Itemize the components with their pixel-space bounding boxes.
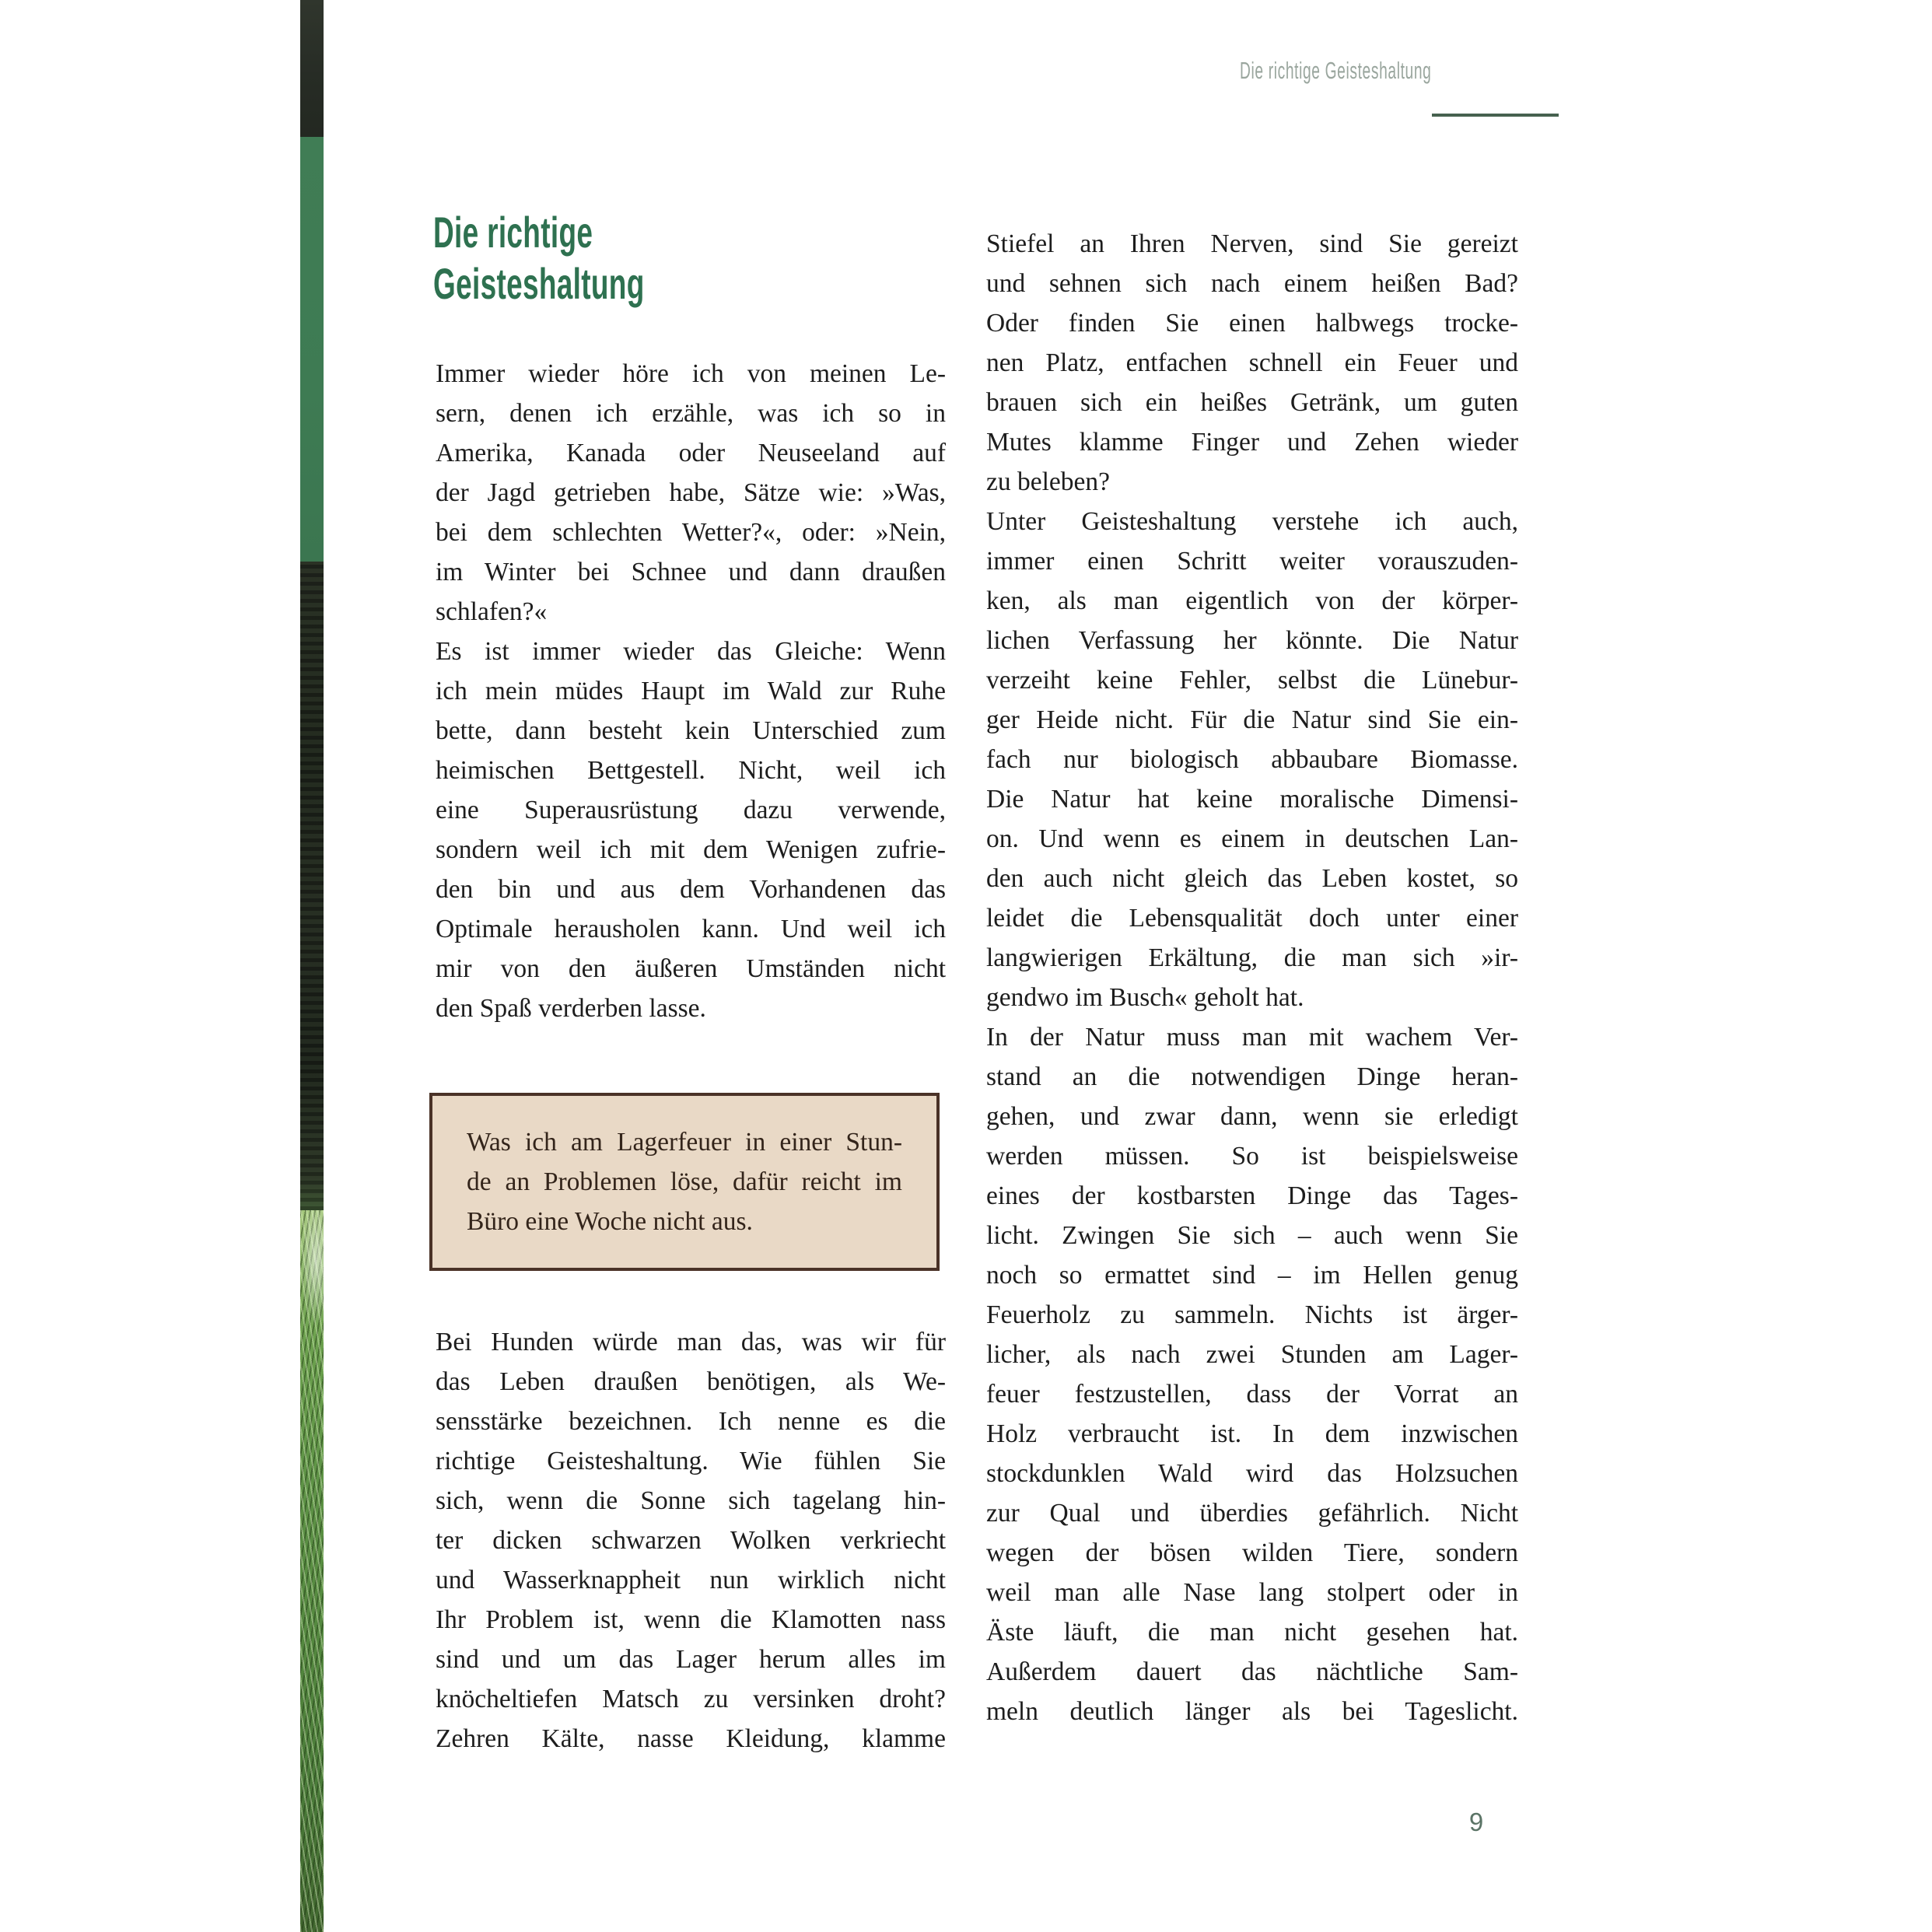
text-line: und sehnen sich nach einem heißen Bad? bbox=[986, 269, 1518, 298]
text-line: im Winter bei Schnee und dann draußen bbox=[436, 558, 946, 586]
text-line: Optimale herausholen kann. Und weil ich bbox=[436, 915, 946, 943]
text-line: langwierigen Erkältung, die man sich »ir- bbox=[986, 943, 1518, 972]
text-line: brauen sich ein heißes Getränk, um guten bbox=[986, 388, 1518, 417]
text-line: lichen Verfassung her könnte. Die Natur bbox=[986, 626, 1518, 655]
text-line: den auch nicht gleich das Leben kostet, so bbox=[986, 864, 1518, 893]
text-line: Bei Hunden würde man das, was wir für bbox=[436, 1328, 946, 1356]
text-line: und Wasserknappheit nun wirklich nicht bbox=[436, 1566, 946, 1594]
text-line: Zehren Kälte, nasse Kleidung, klamme bbox=[436, 1724, 946, 1753]
text-line: Feuerholz zu sammeln. Nichts ist ärger- bbox=[986, 1300, 1518, 1329]
running-header bbox=[1122, 58, 1431, 84]
text-line: noch so ermattet sind – im Hellen genug bbox=[986, 1261, 1518, 1290]
text-line: den Spaß verderben lasse. bbox=[436, 994, 706, 1023]
grass-photo-segment bbox=[300, 1210, 324, 1932]
text-line: werden müssen. So ist beispielsweise bbox=[986, 1142, 1518, 1171]
text-line: ter dicken schwarzen Wolken verkriecht bbox=[436, 1526, 946, 1555]
text-line: Ihr Problem ist, wenn die Klamotten nass bbox=[436, 1605, 946, 1634]
text-line: feuer festzustellen, dass der Vorrat an bbox=[986, 1380, 1518, 1409]
text-line: sich, wenn die Sonne sich tagelang hin- bbox=[436, 1486, 946, 1515]
text-line: Was ich am Lagerfeuer in einer Stun- bbox=[467, 1128, 902, 1157]
text-line: richtige Geisteshaltung. Wie fühlen Sie bbox=[436, 1447, 946, 1475]
text-line: stockdunklen Wald wird das Holzsuchen bbox=[986, 1459, 1518, 1488]
text-line: stand an die notwendigen Dinge heran- bbox=[986, 1062, 1518, 1091]
text-line: weil man alle Nase lang stolpert oder in bbox=[986, 1578, 1518, 1607]
text-line: Immer wieder höre ich von meinen Le- bbox=[436, 359, 946, 388]
text-line: den bin und aus dem Vorhandenen das bbox=[436, 875, 946, 904]
text-line: nen Platz, entfachen schnell ein Feuer und bbox=[986, 348, 1518, 377]
text-line: fach nur biologisch abbaubare Biomasse. bbox=[986, 745, 1518, 774]
paragraph bbox=[467, 1122, 902, 1241]
text-line: zu beleben? bbox=[986, 467, 1111, 496]
text-line: immer einen Schritt weiter vorauszuden- bbox=[986, 547, 1518, 576]
text-line: licher, als nach zwei Stunden am Lager- bbox=[986, 1340, 1518, 1369]
text-line: wegen der bösen wilden Tiere, sondern bbox=[986, 1538, 1518, 1567]
left-column-lower-text bbox=[436, 1322, 946, 1759]
text-line: sern, denen ich erzähle, was ich so in bbox=[436, 399, 946, 428]
text-line: In der Natur muss man mit wachem Ver- bbox=[986, 1023, 1518, 1052]
dark-forest-photo-segment bbox=[300, 562, 324, 1210]
text-line: Äste läuft, die man nicht gesehen hat. bbox=[986, 1618, 1518, 1647]
text-line: Es ist immer wieder das Gleiche: Wenn bbox=[436, 637, 946, 666]
text-line: Amerika, Kanada oder Neuseeland auf bbox=[436, 439, 946, 467]
paragraph bbox=[986, 224, 1518, 502]
left-column-upper-text bbox=[436, 354, 946, 1028]
text-line: Unter Geisteshaltung verstehe ich auch, bbox=[986, 507, 1518, 536]
text-line: heimischen Bettgestell. Nicht, weil ich bbox=[436, 756, 946, 785]
text-line: Die Natur hat keine moralische Dimensi- bbox=[986, 785, 1518, 814]
text-line: gehen, und zwar dann, wenn sie erledigt bbox=[986, 1102, 1518, 1131]
text-line: verzeiht keine Fehler, selbst die Lünebur- bbox=[986, 666, 1518, 695]
text-line: bette, dann besteht kein Unterschied zum bbox=[436, 716, 946, 745]
paragraph bbox=[436, 354, 946, 632]
text-line: Büro eine Woche nicht aus. bbox=[467, 1207, 753, 1236]
text-line: Außerdem dauert das nächtliche Sam- bbox=[986, 1657, 1518, 1686]
photo-strip bbox=[300, 0, 324, 1932]
text-line: der Jagd getrieben habe, Sätze wie: »Was, bbox=[436, 478, 946, 507]
text-line: on. Und wenn es einem in deutschen Lan- bbox=[986, 824, 1518, 853]
page-number: 9 bbox=[1468, 1808, 1484, 1836]
running-header-text: Die richtige Geisteshaltung bbox=[1239, 57, 1431, 84]
green-band-segment bbox=[300, 137, 324, 562]
text-line: sondern weil ich mit dem Wenigen zufrie- bbox=[436, 835, 946, 864]
text-line: licht. Zwingen Sie sich – auch wenn Sie bbox=[986, 1221, 1518, 1250]
paragraph bbox=[436, 1322, 946, 1759]
text-line: Holz verbraucht ist. In dem inzwischen bbox=[986, 1419, 1518, 1448]
paragraph bbox=[986, 502, 1518, 1017]
paragraph bbox=[436, 632, 946, 1028]
text-line: bei dem schlechten Wetter?«, oder: »Nein, bbox=[436, 518, 946, 547]
callout-box bbox=[429, 1093, 940, 1271]
text-line: de an Problemen löse, dafür reicht im bbox=[467, 1167, 902, 1196]
text-line: knöcheltiefen Matsch zu versinken droht? bbox=[436, 1685, 946, 1713]
forest-photo-top-segment bbox=[300, 0, 324, 137]
chapter-heading-line2: Geisteshaltung bbox=[433, 259, 645, 308]
text-line: ken, als man eigentlich von der körper- bbox=[986, 586, 1518, 615]
text-line: Mutes klamme Finger und Zehen wieder bbox=[986, 428, 1518, 457]
text-line: sensstärke bezeichnen. Ich nenne es die bbox=[436, 1407, 946, 1436]
right-column-text bbox=[986, 224, 1518, 1731]
text-line: eines der kostbarsten Dinge das Tages- bbox=[986, 1181, 1518, 1210]
header-rule bbox=[1432, 114, 1559, 117]
text-line: eine Superausrüstung dazu verwende, bbox=[436, 796, 946, 824]
text-line: Stiefel an Ihren Nerven, sind Sie gereizt bbox=[986, 229, 1518, 258]
paragraph bbox=[986, 1017, 1518, 1731]
text-line: schlafen?« bbox=[436, 597, 548, 626]
text-line: ich mein müdes Haupt im Wald zur Ruhe bbox=[436, 677, 946, 705]
chapter-heading bbox=[433, 207, 645, 310]
text-line: sind und um das Lager herum alles im bbox=[436, 1645, 946, 1674]
text-line: meln deutlich länger als bei Tageslicht. bbox=[986, 1697, 1518, 1726]
text-line: ger Heide nicht. Für die Natur sind Sie ein- bbox=[986, 705, 1518, 734]
text-line: zur Qual und überdies gefährlich. Nicht bbox=[986, 1499, 1518, 1528]
text-line: gendwo im Busch« geholt hat. bbox=[986, 983, 1304, 1012]
text-line: mir von den äußeren Umständen nicht bbox=[436, 954, 946, 983]
text-line: Oder finden Sie einen halbwegs trocke- bbox=[986, 309, 1518, 338]
text-line: das Leben draußen benötigen, als We- bbox=[436, 1367, 946, 1396]
text-line: leidet die Lebensqualität doch unter einer bbox=[986, 904, 1518, 933]
chapter-heading-line1: Die richtige bbox=[433, 208, 593, 257]
